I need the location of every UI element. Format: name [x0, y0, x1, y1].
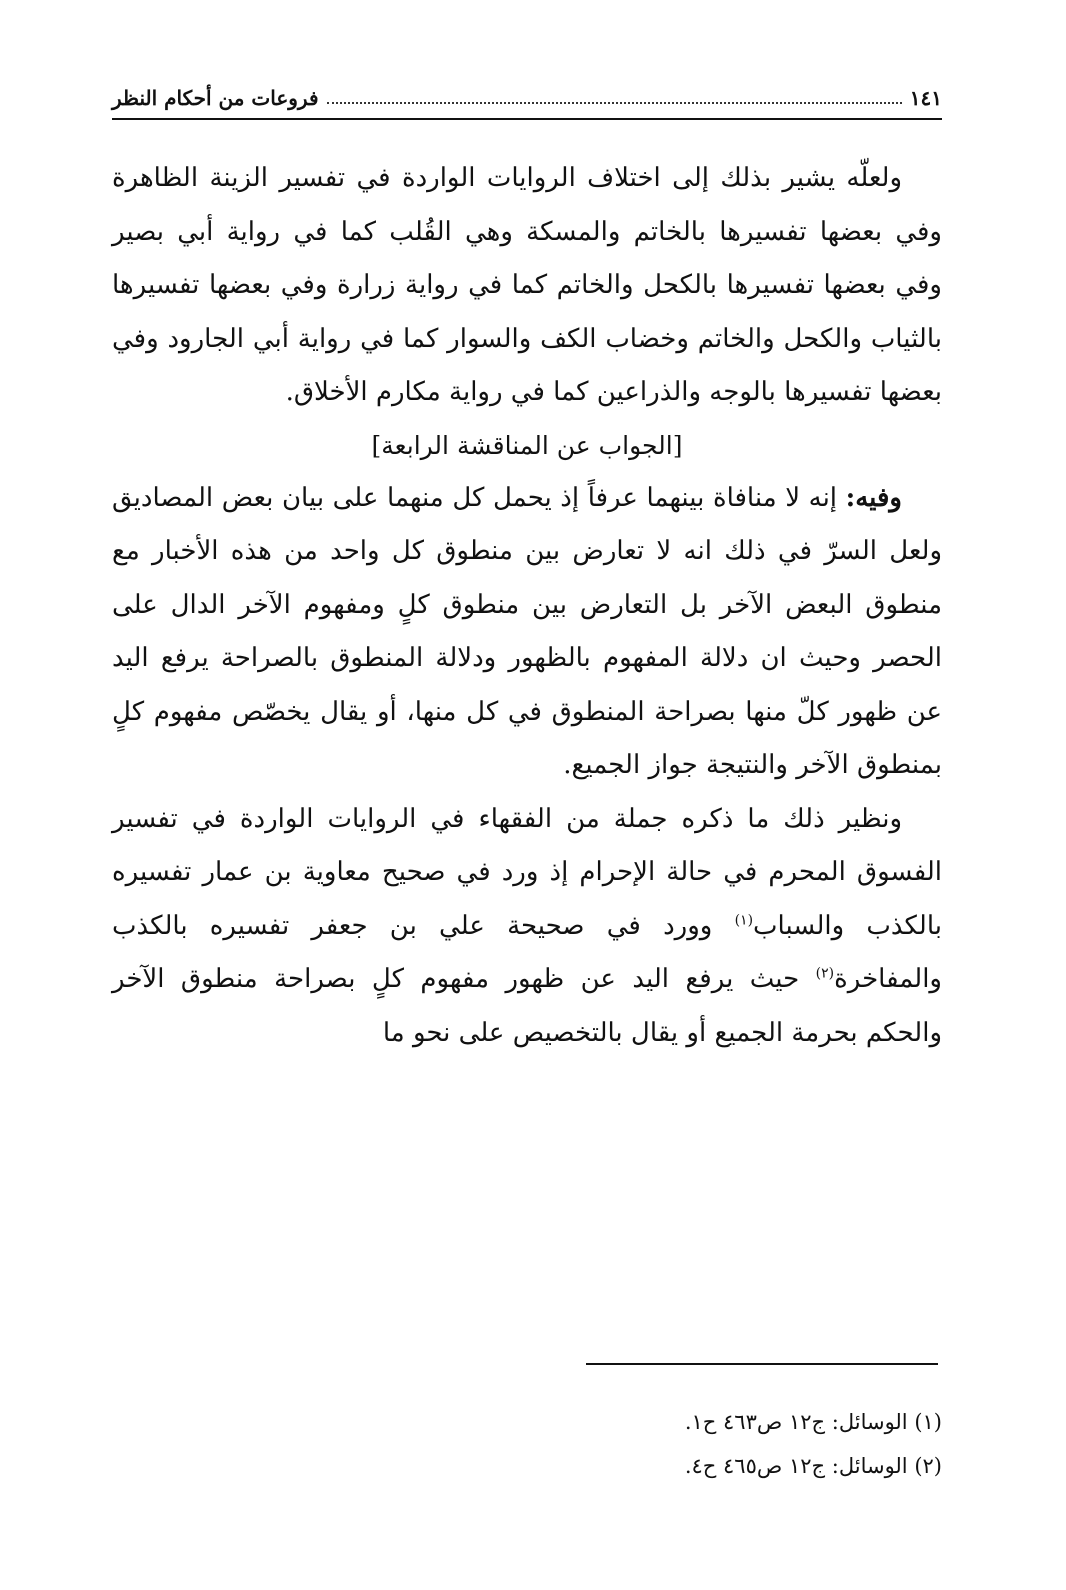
paragraph-2 [112, 472, 942, 793]
paragraph-3-part-a: ونظير ذلك ما ذكره جملة من الفقهاء في الروايات الواردة في تفسير الفسوق المحرم في حالة الإحرام إذ ورد في صحيح معاوية بن عمار تفسيره بالكذب والسباب [112, 803, 942, 941]
footnote-separator [586, 1363, 938, 1365]
paragraph-2-lead: وفيه: [845, 482, 902, 513]
footnote-ref-1: (١) [734, 911, 754, 928]
footnotes [112, 1400, 942, 1488]
paragraph-1: ولعلّه يشير بذلك إلى اختلاف الروايات الواردة في تفسير الزينة الظاهرة وفي بعضها تفسيرها بالخاتم والمسكة وهي القُلب كما في رواية أبي بصير وفي بعضها تفسيرها بالكحل والخاتم كما في رواية زرارة وفي بعضها تفسيرها بالثياب والكحل والخاتم وخضاب الكف والسوار كما في رواية أبي الجارود وفي بعضها تفسيرها بالوجه والذراعين كما في رواية مكارم الأخلاق. [112, 163, 942, 407]
paragraph-2-text: إنه لا منافاة بينهما عرفاً إذ يحمل كل منهما على بيان بعض المصاديق ولعل السرّ في ذلك انه لا تعارض بين منطوق كل واحد من هذه الأخبار مع منطوق البعض الآخر بل التعارض بين منطوق كلٍ ومفهوم الآخر الدال على الحصر وحيث ان دلالة المفهوم بالظهور ودلالة المنطوق بالصراحة يرفع اليد عن ظهور كلّ منها بصراحة المنطوق في كل منها، أو يقال يخصّص مفهوم كلٍ بمنطوق الآخر والنتيجة جواز الجميع. [112, 482, 942, 780]
section-heading: [الجواب عن المناقشة الرابعة] [371, 430, 683, 460]
paragraph-3 [112, 793, 942, 1061]
footnote-2: (٢) الوسائل: ج١٢ ص٤٦٥ ح٤. [684, 1454, 942, 1478]
main-text [112, 152, 942, 1060]
paragraph-3-part-b: وورد في صحيحة علي بن جعفر تفسيره بالكذب والمفاخرة [112, 910, 942, 994]
footnote-ref-2: (٢) [815, 965, 835, 982]
footnote-1: (١) الوسائل: ج١٢ ص٤٦٣ ح١. [684, 1410, 942, 1434]
running-header [112, 78, 942, 120]
page-number: ١٤١ [909, 86, 942, 110]
header-leader-dots [327, 102, 902, 104]
paragraph-3-part-c: حيث يرفع اليد عن ظهور مفهوم كلٍ بصراحة منطوق الآخر والحكم بحرمة الجميع أو يقال بالتخصيص على نحو ما [112, 964, 942, 1048]
running-title: فروعات من أحكام النظر [112, 86, 319, 110]
